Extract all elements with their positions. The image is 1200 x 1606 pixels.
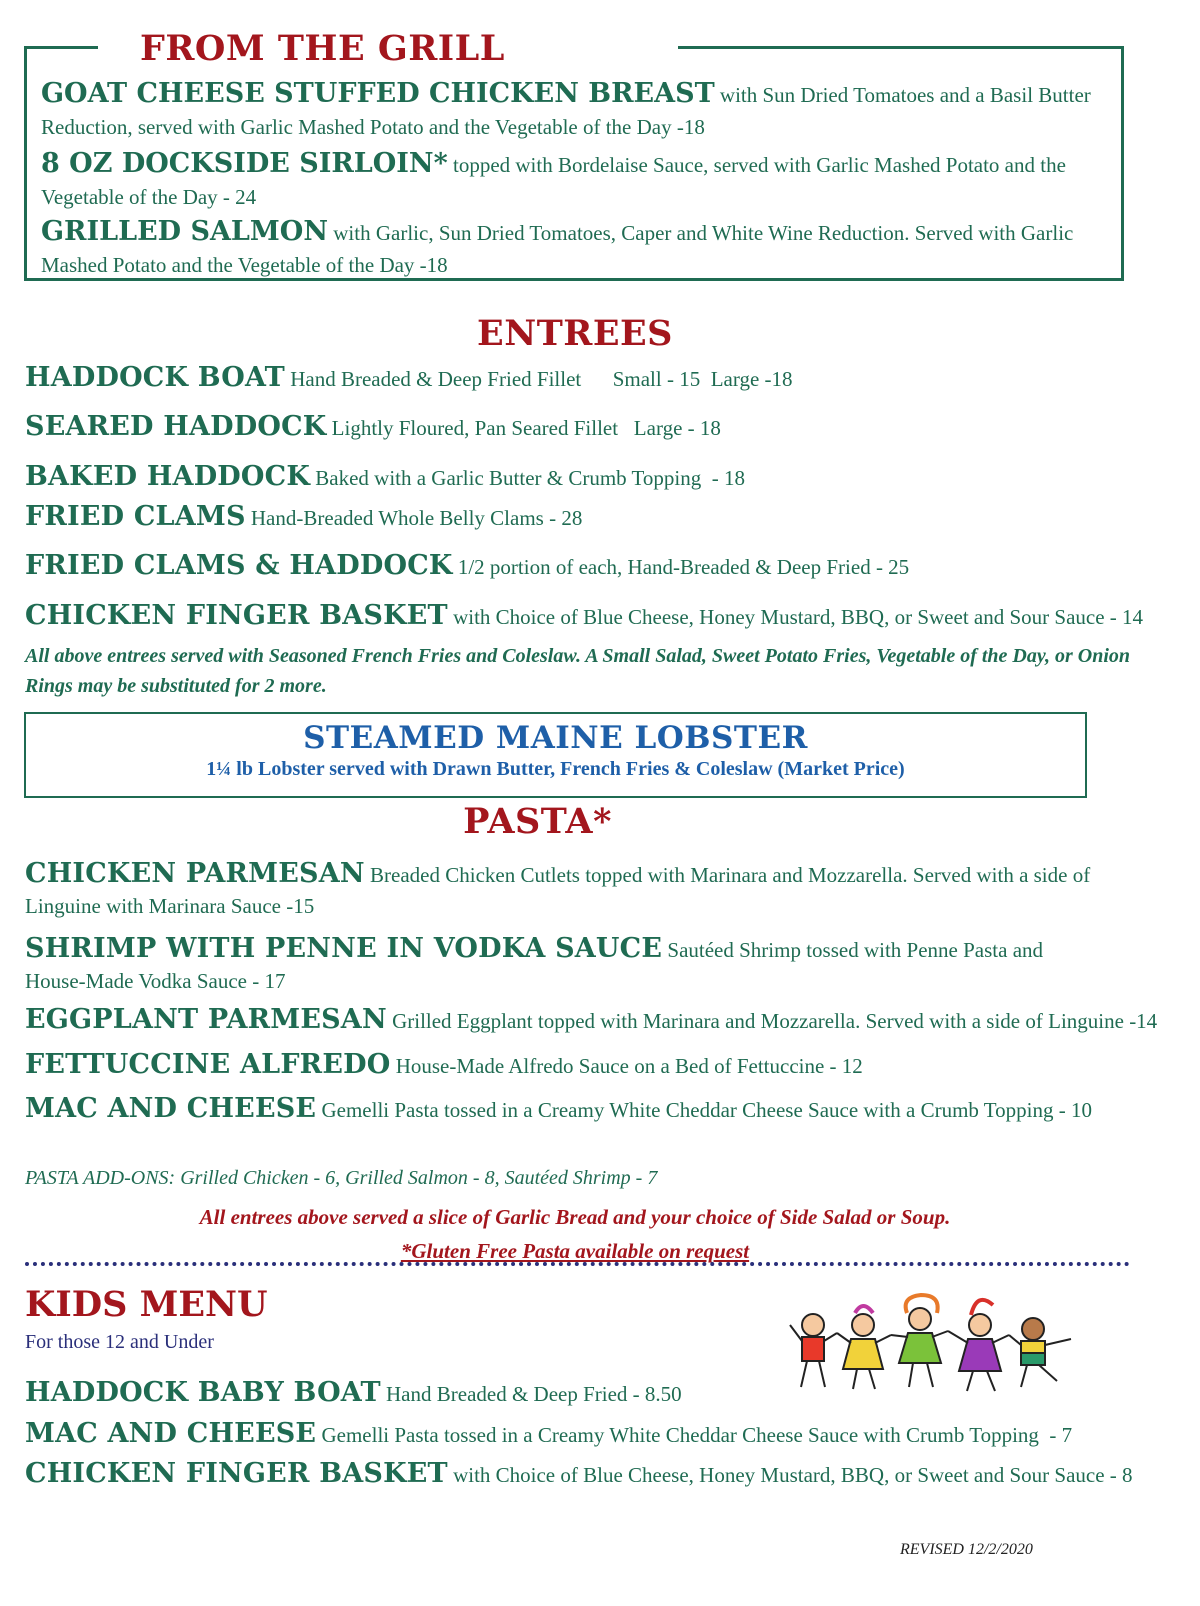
entrees-title: ENTREES — [477, 313, 673, 354]
item-name: HADDOCK BOAT — [25, 362, 285, 393]
entree-item — [25, 550, 909, 583]
pasta-item — [25, 933, 1095, 997]
item-desc: Sautéed Shrimp tossed with Penne Pasta and House-Made Vodka Sauce - 17 — [25, 938, 1044, 993]
entrees-note: All above entrees served with Seasoned French Fries and Coleslaw. A Small Salad, Sweet Potato Fries, Vegetable of the Day, or Onion Rings may be substituted for 2 more. — [25, 645, 1131, 697]
item-name: GRILLED SALMON — [41, 216, 329, 247]
pasta-title: PASTA* — [463, 801, 612, 842]
kids-item — [25, 1377, 682, 1410]
item-name: 8 OZ DOCKSIDE SIRLOIN* — [41, 148, 448, 179]
section-divider — [25, 1262, 1130, 1266]
lobster-box — [24, 712, 1087, 798]
item-name: GOAT CHEESE STUFFED CHICKEN BREAST — [41, 78, 715, 109]
pasta-item — [25, 858, 1135, 922]
item-name: CHICKEN FINGER BASKET — [25, 1458, 448, 1489]
item-desc: Gemelli Pasta tossed in a Creamy White Cheddar Cheese Sauce with a Crumb Topping - 10 — [316, 1098, 1092, 1122]
pasta-item — [25, 1089, 1125, 1130]
pasta-addons: PASTA ADD-ONS: Grilled Chicken - 6, Grilled Salmon - 8, Sautéed Shrimp - 7 — [25, 1167, 658, 1189]
entree-item — [25, 362, 793, 395]
grill-item — [41, 148, 1101, 214]
lobster-subtitle: 1¼ lb Lobster served with Drawn Butter, French Fries & Coleslaw (Market Price) — [206, 758, 905, 780]
item-name: EGGPLANT PARMESAN — [25, 1004, 387, 1035]
entree-item — [25, 501, 582, 534]
item-desc: Breaded Chicken Cutlets topped with Marinara and Mozzarella. Served with a side of Linguine with Marinara Sauce -15 — [25, 863, 1091, 918]
item-desc: Grilled Eggplant topped with Marinara and Mozzarella. Served with a side of Linguine -14 — [386, 1009, 1158, 1033]
grill-item — [41, 216, 1101, 282]
item-name: HADDOCK BABY BOAT — [25, 1377, 381, 1408]
entree-item — [25, 600, 1143, 633]
grill-item — [41, 78, 1101, 144]
lobster-title: STEAMED MAINE LOBSTER — [303, 720, 808, 756]
item-desc: 1/2 portion of each, Hand-Breaded & Deep Fried - 25 — [452, 555, 910, 579]
pasta-item — [25, 1004, 1175, 1037]
item-name: SEARED HADDOCK — [25, 411, 327, 442]
item-name: MAC AND CHEESE — [25, 1418, 317, 1449]
entree-item — [25, 461, 745, 494]
item-desc: Hand-Breaded Whole Belly Clams - 28 — [245, 506, 583, 530]
item-desc: with Sun Dried Tomatoes and a Basil Butter Reduction, served with Garlic Mashed Potato and the Vegetable of the Day -18 — [41, 83, 1091, 139]
kids-title: KIDS MENU — [25, 1284, 268, 1325]
pasta-item — [25, 1049, 863, 1082]
item-desc: with Choice of Blue Cheese, Honey Mustard, BBQ, or Sweet and Sour Sauce - 8 — [447, 1463, 1133, 1487]
item-desc: Lightly Floured, Pan Seared Fillet Large - 18 — [326, 416, 721, 440]
item-name: BAKED HADDOCK — [25, 461, 310, 492]
item-name: FRIED CLAMS — [25, 501, 246, 532]
kids-subtitle: For those 12 and Under — [25, 1331, 214, 1353]
item-desc: topped with Bordelaise Sauce, served with Garlic Mashed Potato and the Vegetable of the Day - 24 — [41, 153, 1066, 209]
entree-item — [25, 411, 721, 444]
item-name: SHRIMP WITH PENNE IN VODKA SAUCE — [25, 933, 663, 964]
item-name: FETTUCCINE ALFREDO — [25, 1049, 391, 1080]
dancing-kids-icon — [785, 1285, 1085, 1400]
item-name: MAC AND CHEESE — [25, 1093, 317, 1124]
gluten-free-note: *Gluten Free Pasta available on request — [400, 1239, 750, 1263]
pasta-note: All entrees above served a slice of Garlic Bread and your choice of Side Salad or Soup. — [199, 1205, 951, 1229]
item-desc: with Garlic, Sun Dried Tomatoes, Caper and White Wine Reduction. Served with Garlic Mashed Potato and the Vegetable of the Day -18 — [41, 221, 1074, 277]
item-desc: House-Made Alfredo Sauce on a Bed of Fettuccine - 12 — [390, 1054, 863, 1078]
revised-date: REVISED 12/2/2020 — [900, 1541, 1033, 1558]
item-name: CHICKEN PARMESAN — [25, 858, 365, 889]
item-desc: Hand Breaded & Deep Fried Fillet Small - 15 Large -18 — [284, 367, 793, 391]
item-name: CHICKEN FINGER BASKET — [25, 600, 448, 631]
item-desc: Baked with a Garlic Butter & Crumb Topping - 18 — [310, 466, 745, 490]
kids-item — [25, 1458, 1133, 1491]
item-desc: Hand Breaded & Deep Fried - 8.50 — [380, 1382, 682, 1406]
kids-item — [25, 1418, 1072, 1451]
grill-title: FROM THE GRILL — [140, 28, 505, 69]
item-name: FRIED CLAMS & HADDOCK — [25, 550, 453, 581]
item-desc: Gemelli Pasta tossed in a Creamy White Cheddar Cheese Sauce with Crumb Topping - 7 — [316, 1423, 1073, 1447]
item-desc: with Choice of Blue Cheese, Honey Mustard, BBQ, or Sweet and Sour Sauce - 14 — [447, 605, 1144, 629]
